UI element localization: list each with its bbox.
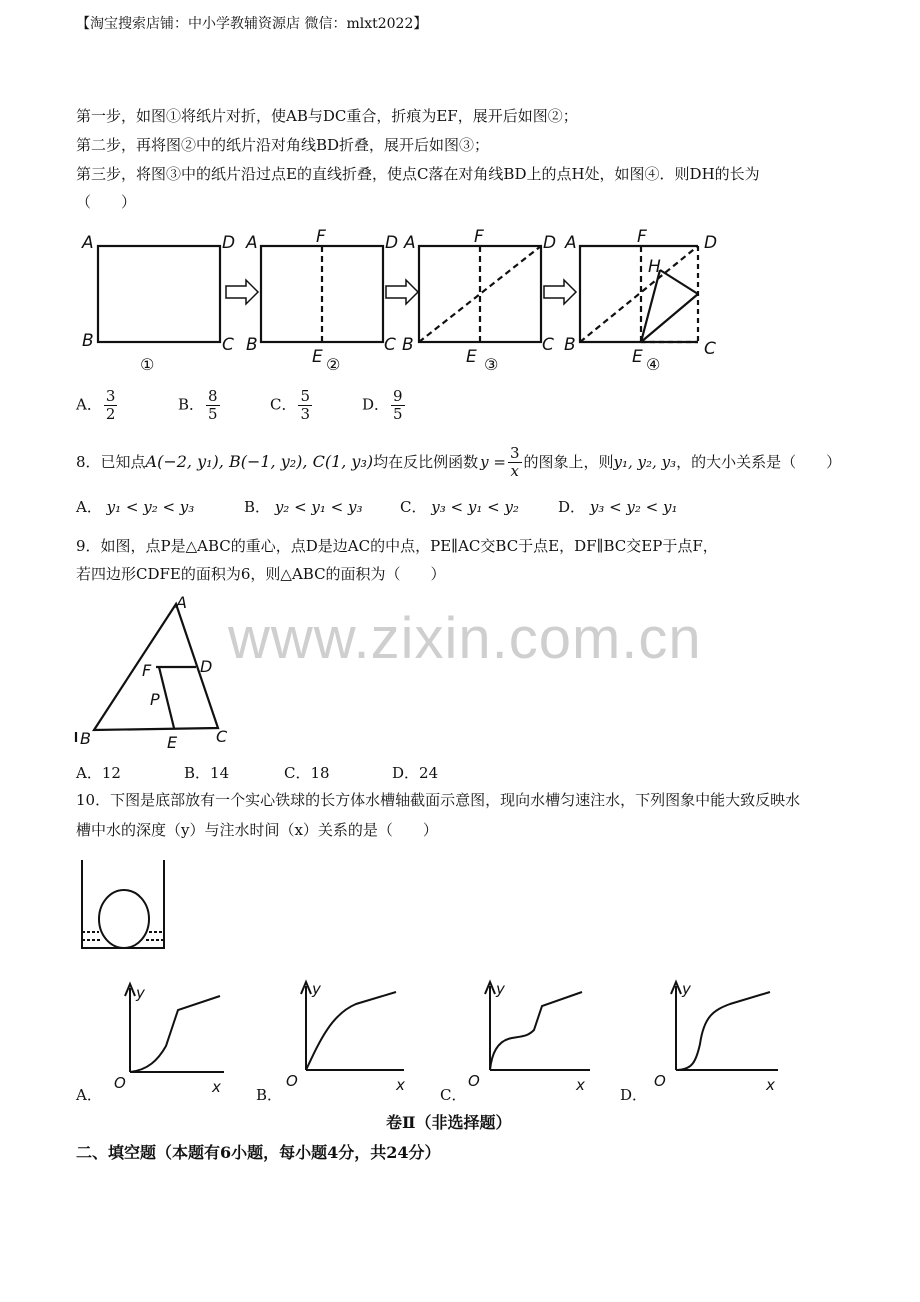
svg-text:y: y bbox=[136, 984, 145, 1002]
fig4-label-A: A bbox=[565, 233, 577, 253]
tri-label-D: D bbox=[200, 657, 213, 676]
arrow-2-icon bbox=[386, 280, 418, 304]
svg-text:x: x bbox=[396, 1076, 405, 1094]
fig4-diagonal bbox=[580, 246, 698, 342]
fig1-rect bbox=[98, 246, 220, 342]
svg-text:y: y bbox=[682, 980, 691, 998]
fig4-EH bbox=[641, 270, 660, 342]
segment-FE bbox=[159, 667, 174, 728]
q9-line1: 9．如图，点P是△ABC的重心，点D是边AC的中点，PE∥AC交BC于点E，DF∥BC交EP于点F， bbox=[76, 537, 718, 555]
q7-option-a: A． $\frac{3}{2}$ bbox=[76, 387, 116, 423]
fig3-label-B: B bbox=[402, 335, 414, 355]
tri-label-B: B bbox=[80, 729, 91, 748]
fig2-label-E: E bbox=[312, 347, 323, 367]
q7-option-d: D． $\frac{9}{5}$ bbox=[362, 387, 403, 423]
fig1-number: ① bbox=[140, 355, 155, 374]
fig2-label-C: C bbox=[384, 335, 396, 355]
arrow-1-icon bbox=[226, 280, 258, 304]
q9-option-c: C．18 bbox=[284, 764, 330, 782]
q9-line2: 若四边形CDFE的面积为6，则△ABC的面积为（ ） bbox=[76, 565, 446, 583]
shop-note: 【淘宝搜索店铺：中小学教辅资源店 微信：mlxt2022】 bbox=[76, 16, 428, 32]
fig4-label-F: F bbox=[637, 227, 647, 247]
fig2-label-D: D bbox=[385, 233, 399, 253]
q8-option-c: C． y₃ < y₁ < y₂ bbox=[400, 498, 519, 516]
q9-triangle-figure bbox=[70, 590, 240, 755]
graph-d-curve bbox=[676, 992, 770, 1070]
q7-option-b: B． $\frac{8}{5}$ bbox=[178, 387, 218, 423]
tri-label-A: A bbox=[176, 593, 187, 612]
q9-option-a: A．12 bbox=[76, 764, 121, 782]
part2-heading: 二、填空题（本题有6小题，每小题4分，共24分） bbox=[76, 1143, 441, 1162]
fig4-label-E: E bbox=[632, 347, 643, 367]
q7-paren: （ ） bbox=[76, 193, 137, 211]
q10-option-c: C． bbox=[440, 1086, 467, 1104]
fig3-label-D: D bbox=[543, 233, 557, 253]
section-title: 卷Ⅱ（非选择题） bbox=[386, 1113, 512, 1132]
svg-text:y: y bbox=[496, 980, 505, 998]
q8-option-d: D． y₃ < y₂ < y₁ bbox=[558, 498, 678, 516]
tri-label-F: F bbox=[142, 661, 152, 680]
q10-option-b: B． bbox=[256, 1086, 283, 1104]
fig3-label-E: E bbox=[466, 347, 477, 367]
graph-a-curve bbox=[130, 996, 220, 1072]
q9-option-b: B．14 bbox=[184, 764, 230, 782]
fig1-label-B: B bbox=[82, 331, 94, 351]
q8-stem: 8．已知点 A(−2, y₁), B(−1, y₂), C(1, y₃) 均在反比例函数 y = $\frac{3}{x}$ 的图象上，则 y₁, y₂, y₃ ，的大小关系是（ ） bbox=[76, 443, 842, 480]
tri-label-P: P bbox=[150, 690, 160, 709]
fig2-label-B: B bbox=[246, 335, 258, 355]
iron-ball bbox=[99, 890, 149, 948]
q8-option-b: B． y₂ < y₁ < y₃ bbox=[244, 498, 363, 516]
graph-b-curve bbox=[306, 992, 396, 1070]
fig2-number: ② bbox=[326, 355, 341, 374]
fig2-label-F: F bbox=[316, 227, 326, 247]
fig1-label-D: D bbox=[222, 233, 236, 253]
fig4-label-C: C bbox=[704, 339, 716, 359]
q7-step3: 第三步，将图③中的纸片沿过点E的直线折叠，使点C落在对角线BD上的点H处，如图④．则DH的长为 bbox=[76, 165, 760, 183]
q10-graph-d bbox=[650, 970, 790, 1096]
q7-option-c: C． $\frac{5}{3}$ bbox=[270, 387, 311, 423]
arrow-3-icon bbox=[544, 280, 576, 304]
fig1-label-A: A bbox=[82, 233, 94, 253]
fig4-label-B: B bbox=[564, 335, 576, 355]
q10-option-a: A． bbox=[76, 1086, 102, 1104]
fig4-HC bbox=[660, 270, 698, 294]
q10-graph-b bbox=[276, 970, 416, 1096]
q7-step2: 第二步，再将图②中的纸片沿对角线BD折叠，展开后如图③； bbox=[76, 136, 490, 154]
q10-line1: 10．下图是底部放有一个实心铁球的长方体水槽轴截面示意图，现向水槽匀速注水，下列图象中能大致反映水 bbox=[76, 791, 801, 809]
fig3-label-C: C bbox=[542, 335, 554, 355]
svg-text:x: x bbox=[766, 1076, 775, 1094]
tri-label-C: C bbox=[216, 727, 228, 746]
fig3-label-A: A bbox=[404, 233, 416, 253]
svg-text:O: O bbox=[286, 1072, 298, 1090]
fig2-label-A: A bbox=[246, 233, 258, 253]
fig1-label-C: C bbox=[222, 335, 234, 355]
svg-text:x: x bbox=[576, 1076, 585, 1094]
q10-line2: 槽中水的深度（y）与注水时间（x）关系的是（ ） bbox=[76, 821, 438, 839]
q9-option-d: D．24 bbox=[392, 764, 439, 782]
svg-text:O: O bbox=[654, 1072, 666, 1090]
fig4-label-D: D bbox=[704, 233, 718, 253]
q7-fold-figure bbox=[76, 222, 736, 382]
q10-option-d: D． bbox=[620, 1086, 648, 1104]
q10-graph-c bbox=[462, 970, 602, 1096]
watermark: www.zixin.com.cn bbox=[228, 606, 702, 671]
fig4-number: ④ bbox=[646, 355, 661, 374]
q7-step1: 第一步，如图①将纸片对折，使AB与DC重合，折痕为EF，展开后如图②； bbox=[76, 107, 578, 125]
q8-option-a: A． y₁ < y₂ < y₃ bbox=[76, 498, 195, 516]
q10-graph-a bbox=[96, 976, 236, 1096]
graph-c-curve bbox=[490, 992, 582, 1070]
svg-text:y: y bbox=[312, 980, 321, 998]
tri-label-E: E bbox=[167, 733, 178, 752]
svg-text:O: O bbox=[114, 1074, 126, 1092]
svg-text:O: O bbox=[468, 1072, 480, 1090]
q10-water-tank-figure bbox=[76, 856, 176, 956]
fig4-label-H: H bbox=[648, 257, 661, 277]
fig4-fold bbox=[641, 294, 698, 342]
fig3-label-F: F bbox=[474, 227, 484, 247]
svg-text:x: x bbox=[212, 1078, 221, 1096]
fig3-number: ③ bbox=[484, 355, 499, 374]
